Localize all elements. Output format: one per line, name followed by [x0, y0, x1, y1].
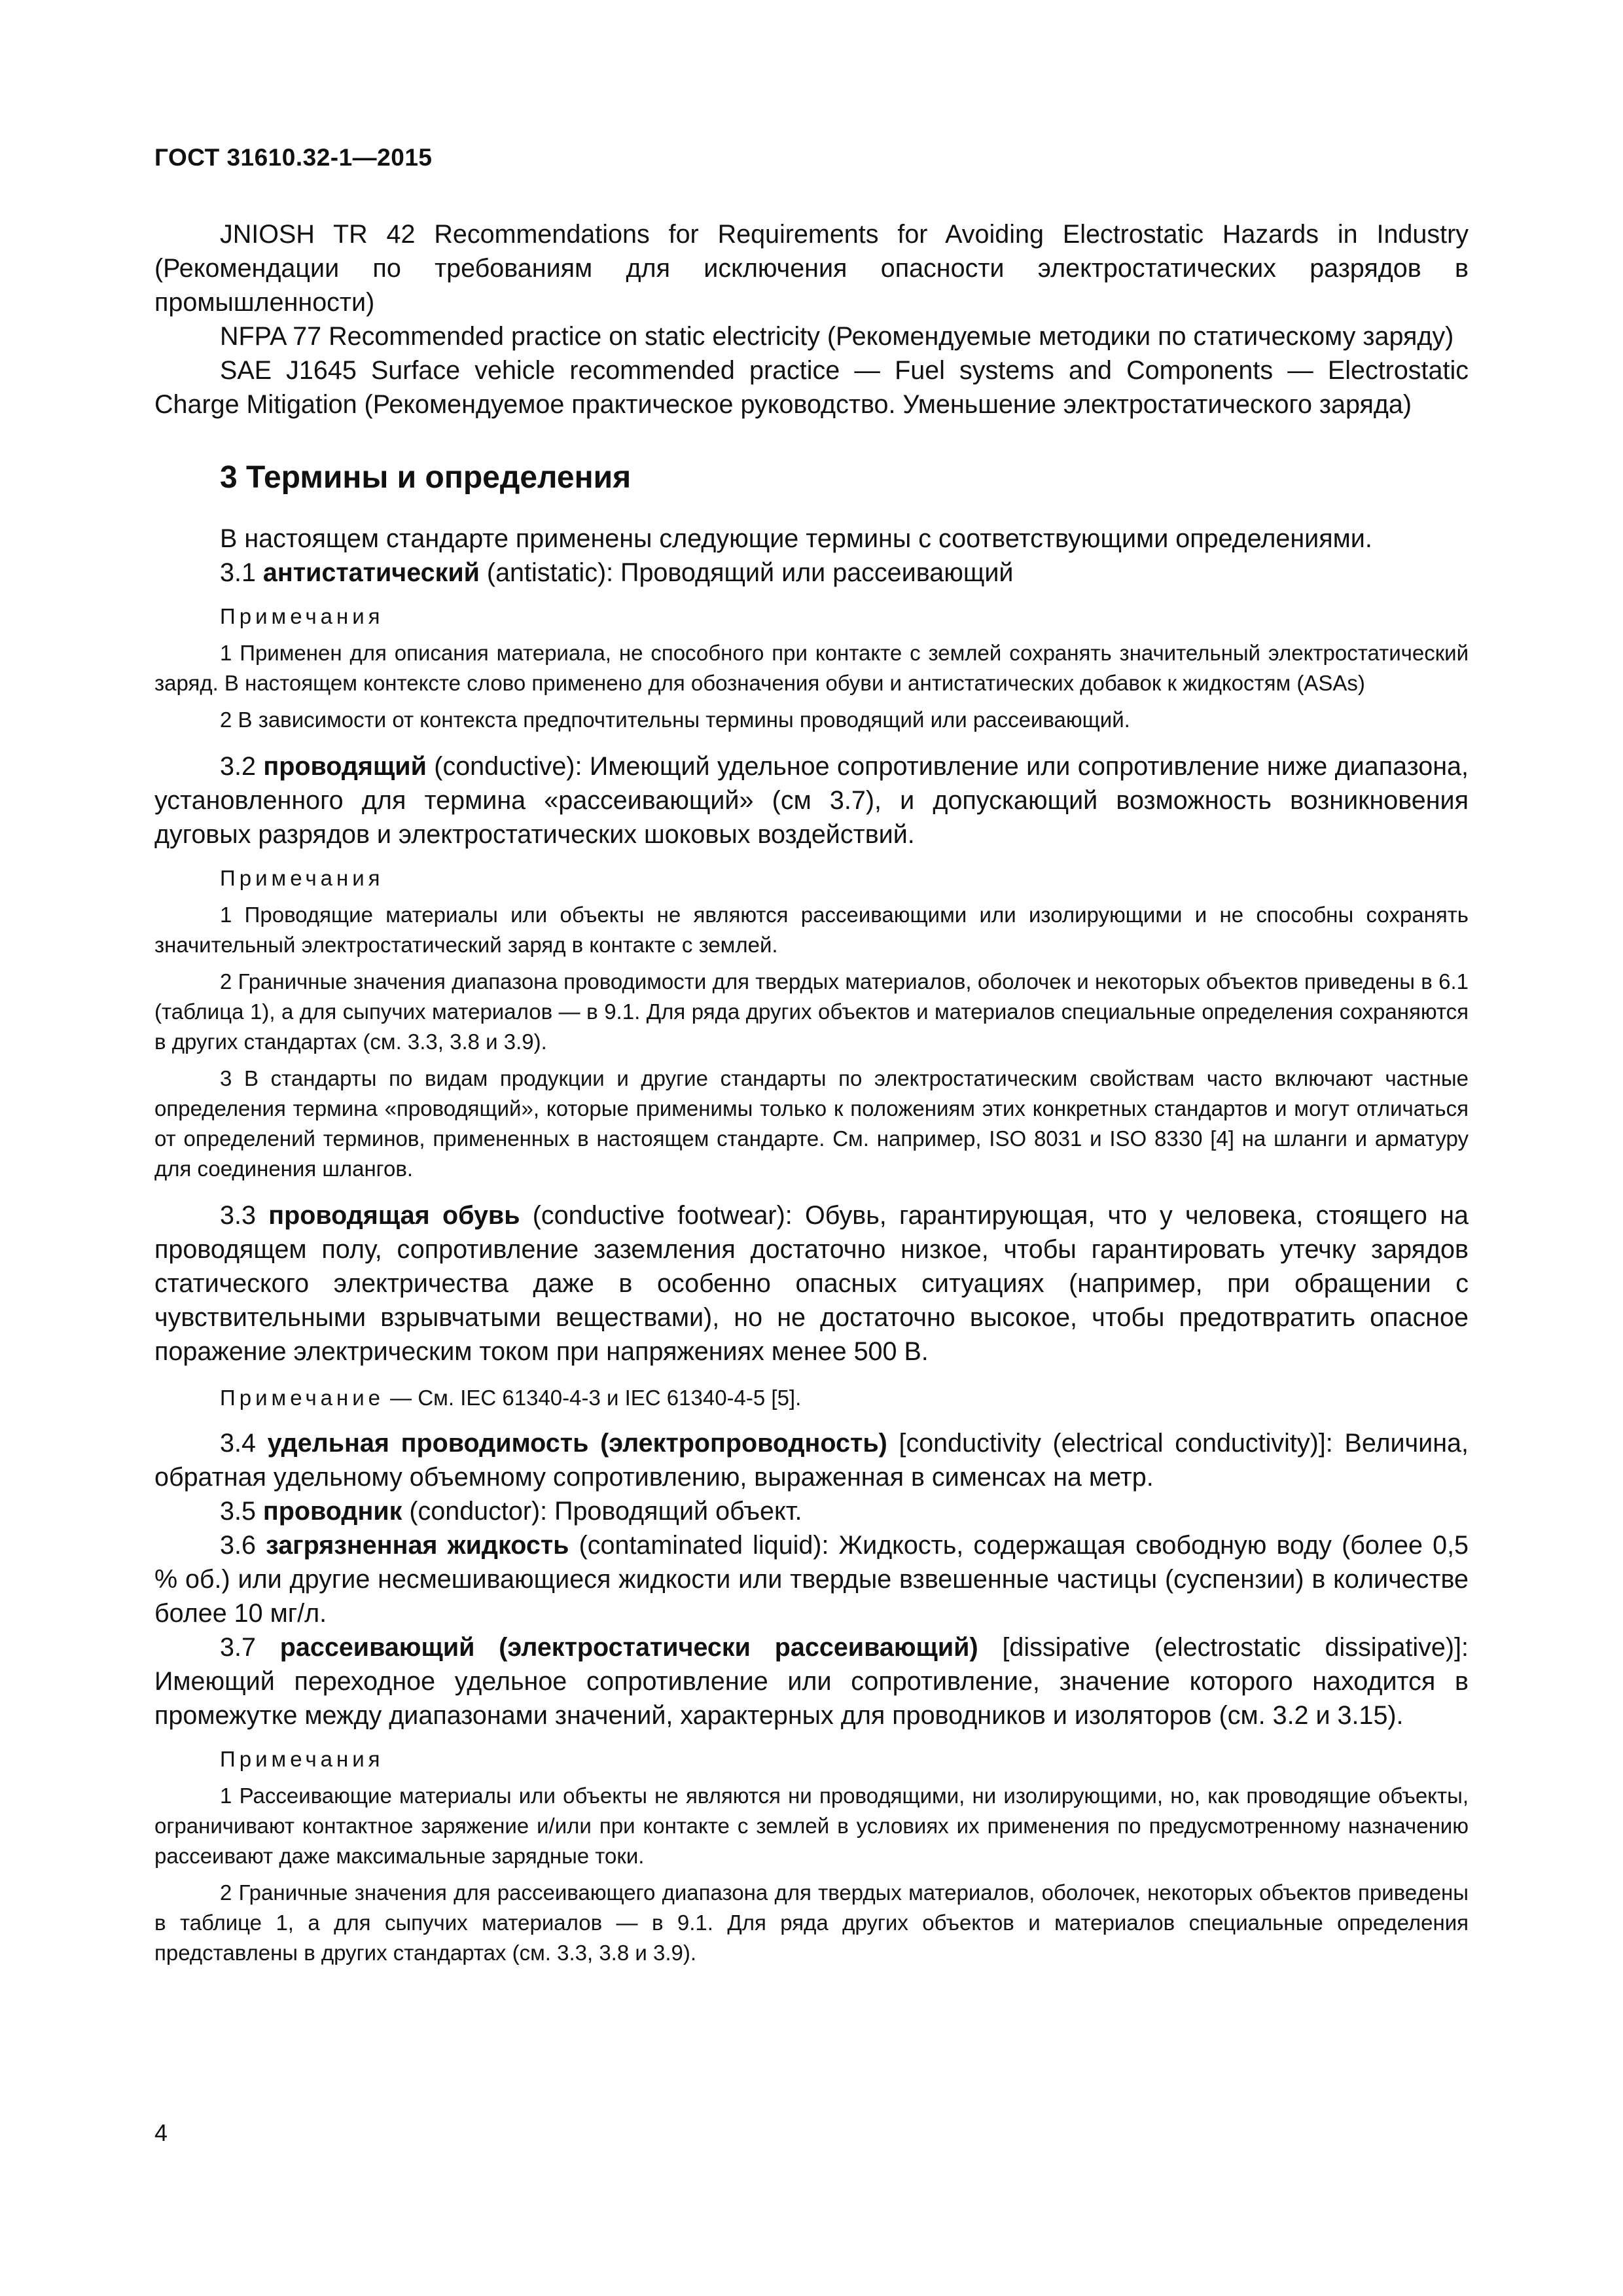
- section-heading: 3 Термины и определения: [220, 460, 632, 495]
- term-number: 3.5: [220, 1497, 256, 1526]
- section-intro: В настоящем стандарте применены следующие термины с соответствующими определениями.: [220, 524, 1372, 553]
- term-3-4: [154, 1426, 1469, 1494]
- term-definition: (conductor): Проводящий объект.: [402, 1497, 802, 1526]
- term-name: удельная проводимость (электропроводность): [267, 1429, 887, 1458]
- term-number: 3.3: [220, 1201, 256, 1230]
- note-label: Примечание: [220, 1386, 385, 1410]
- term-definition: [conductivity (electrical conductivity)]: Величина, обратная удельному объемному сопротивлению, выраженная в сименсах на метр.: [154, 1429, 1469, 1492]
- term-3-6: [154, 1528, 1469, 1630]
- reference-jniosh: JNIOSH TR 42 Recommendations for Requirements for Avoiding Electrostatic Hazards in Industry (Рекомендации по требованиям для исключения опасности электростатических разрядов в промышленности): [154, 220, 1469, 317]
- term-3-3: [154, 1198, 1469, 1369]
- term-number: 3.1: [220, 558, 256, 587]
- term-3-7: [154, 1630, 1469, 1732]
- page-number: 4: [154, 2119, 168, 2146]
- note-3-2-2: 2 Граничные значения диапазона проводимости для твердых материалов, оболочек и некоторых объектов приведены в 6.1 (таблица 1), а для сыпучих материалов — в 9.1. Для ряда других объектов и материалов специальные определения сохраняются в других стандартах (см. 3.3, 3.8 и 3.9).: [154, 969, 1469, 1054]
- term-name: антистатический: [262, 558, 480, 587]
- term-name: рассеивающий (электростатически рассеивающий): [279, 1633, 978, 1662]
- term-number: 3.7: [220, 1633, 256, 1662]
- notes-title: Примечания: [220, 866, 384, 890]
- page-content: [154, 144, 1469, 1975]
- term-number: 3.6: [220, 1531, 256, 1560]
- notes-title: Примечания: [220, 1747, 384, 1771]
- note-3-2-1: 1 Проводящие материалы или объекты не являются рассеивающими или изолирующими и не способны сохранять значительный электростатический заряд в контакте с землей.: [154, 903, 1469, 957]
- term-definition: [dissipative (electrostatic dissipative)]: Имеющий переходное удельное сопротивление или сопротивление, значение которого находится в промежутке между диапазонами значений, характерных для проводников и изоляторов (см. 3.2 и 3.15).: [154, 1633, 1469, 1730]
- term-number: 3.2: [220, 752, 256, 781]
- term-definition: (conductive footwear): Обувь, гарантирующая, что у человека, стоящего на проводящем полу, сопротивление заземления достаточно низкое, чтобы гарантировать утечку зарядов статического электричества даже в особенно опасных ситуациях (например, при обращении с чувствительными взрывчатыми веществами), но не достаточно высокое, чтобы предотвратить опасное поражение электрическим током при напряжениях менее 500 В.: [154, 1201, 1469, 1366]
- notes-title: Примечания: [220, 604, 384, 628]
- term-name: проводящая обувь: [268, 1201, 520, 1230]
- term-definition: (antistatic): Проводящий или рассеивающий: [479, 558, 1014, 587]
- term-definition: (contaminated liquid): Жидкость, содержащая свободную воду (более 0,5 % об.) или другие несмешивающиеся жидкости или твердые взвешенные частицы (суспензии) в количестве более 10 мг/л.: [154, 1531, 1469, 1628]
- term-definition: (conductive): Имеющий удельное сопротивление или сопротивление ниже диапазона, установленного для термина «рассеивающий» (см 3.7), и допускающий возможность возникновения дуговых разрядов и электростатических шоковых воздействий.: [154, 752, 1469, 849]
- note-3-2-3: 3 В стандарты по видам продукции и другие стандарты по электростатическим свойствам часто включают частные определения термина «проводящий», которые применимы только к положениям этих конкретных стандартов и могут отличаться от определений терминов, примененных в настоящем стандарте. См. например, ISO 8031 и ISO 8330 [4] на шланги и арматуру для соединения шлангов.: [154, 1066, 1469, 1181]
- note-3-7-2: 2 Граничные значения для рассеивающего диапазона для твердых материалов, оболочек, некоторых объектов приведены в таблице 1, а для сыпучих материалов — в 9.1. Для ряда других объектов и материалов специальные определения представлены в других стандартах (см. 3.3, 3.8 и 3.9).: [154, 1880, 1469, 1965]
- term-3-1: [154, 556, 1469, 590]
- term-number: 3.4: [220, 1429, 256, 1458]
- term-name: проводящий: [263, 752, 427, 781]
- note-3-3: [220, 1383, 1469, 1413]
- term-name: проводник: [262, 1497, 402, 1526]
- note-3-7-1: 1 Рассеивающие материалы или объекты не являются ни проводящими, ни изолирующими, но, как проводящие объекты, ограничивают контактное заряжение и/или при контакте с землей в условиях их применения по предусмотренному назначению рассеивают даже максимальные зарядные токи.: [154, 1784, 1469, 1868]
- document-code: ГОСТ 31610.32-1—2015: [154, 144, 433, 171]
- note-3-1-1: 1 Применен для описания материала, не способного при контакте с землей сохранять значительный электростатический заряд. В настоящем контексте слово применено для обозначения обуви и антистатических добавок к жидкостям (ASAs): [154, 641, 1469, 695]
- term-3-2: [154, 749, 1469, 852]
- reference-nfpa: NFPA 77 Recommended practice on static electricity (Рекомендуемые методики по статическому заряду): [220, 322, 1454, 351]
- note-text: — См. IEC 61340-4-3 и IEC 61340-4-5 [5].: [384, 1386, 802, 1410]
- term-3-5: [154, 1494, 1469, 1528]
- reference-sae: SAE J1645 Surface vehicle recommended practice — Fuel systems and Components — Electrostatic Charge Mitigation (Рекомендуемое практическое руководство. Уменьшение электростатического заряда): [154, 356, 1469, 419]
- term-name: загрязненная жидкость: [266, 1531, 569, 1560]
- note-3-1-2: 2 В зависимости от контекста предпочтительны термины проводящий или рассеивающий.: [220, 708, 1130, 732]
